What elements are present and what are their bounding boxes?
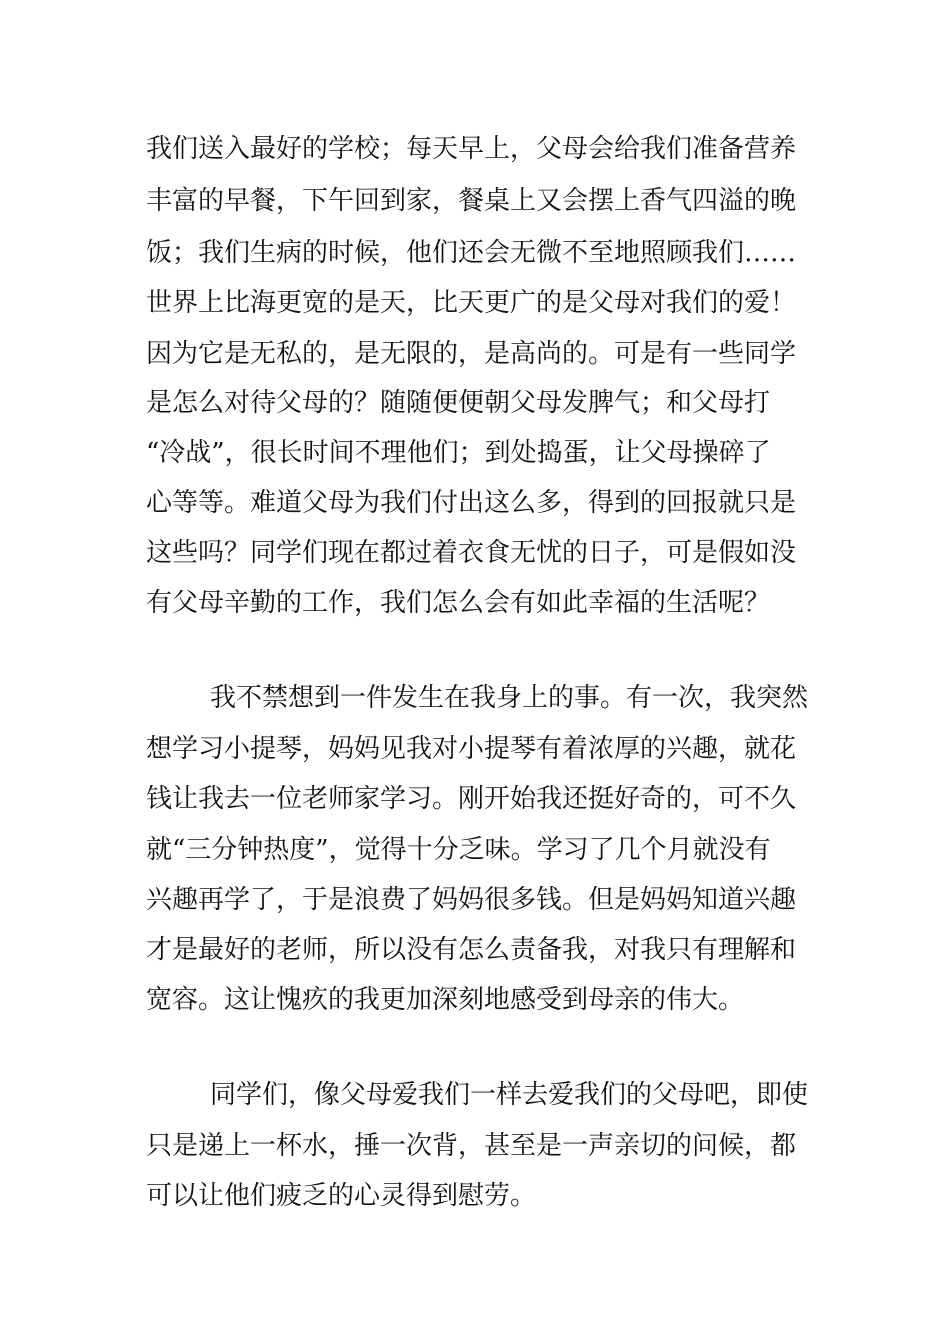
paragraph-2-line-7: 宽容。这让愧疚的我更加深刻地感受到母亲的伟大。 (146, 985, 745, 1015)
paragraph-2-line-1: 我不禁想到一件发生在我身上的事。有一次，我突然 (210, 683, 809, 713)
paragraph-1-line-10: 有父母辛勤的工作，我们怎么会有如此幸福的生活呢？ (146, 588, 771, 618)
paragraph-1-line-7: “冷战”，很长时间不理他们；到处捣蛋，让父母操碎了 (146, 438, 771, 468)
paragraph-1-line-9: 这些吗？同学们现在都过着衣食无忧的日子，可是假如没 (146, 538, 797, 568)
paragraph-2-line-2: 想学习小提琴，妈妈见我对小提琴有着浓厚的兴趣，就花 (146, 734, 797, 764)
paragraph-1-line-5: 因为它是无私的，是无限的，是高尚的。可是有一些同学 (146, 339, 797, 369)
paragraph-2-line-3: 钱让我去一位老师家学习。刚开始我还挺好奇的，可不久 (146, 784, 797, 814)
paragraph-1-line-6: 是怎么对待父母的？随随便便朝父母发脾气；和父母打 (146, 388, 771, 418)
paragraph-1-line-8: 心等等。难道父母为我们付出这么多，得到的回报就只是 (146, 488, 797, 518)
paragraph-3-line-2: 只是递上一杯水，捶一次背，甚至是一声亲切的问候，都 (146, 1131, 797, 1161)
paragraph-2-line-5: 兴趣再学了，于是浪费了妈妈很多钱。但是妈妈知道兴趣 (146, 885, 797, 915)
paragraph-1-line-2: 丰富的早餐，下午回到家，餐桌上又会摆上香气四溢的晚 (146, 186, 797, 216)
paragraph-3-line-3: 可以让他们疲乏的心灵得到慰劳。 (146, 1181, 537, 1211)
paragraph-1-line-3: 饭；我们生病的时候，他们还会无微不至地照顾我们…… (146, 238, 797, 268)
paragraph-1-line-1: 我们送入最好的学校；每天早上，父母会给我们准备营养 (146, 134, 797, 164)
paragraph-3-line-1: 同学们，像父母爱我们一样去爱我们的父母吧，即使 (210, 1080, 809, 1110)
paragraph-2-line-4: 就“三分钟热度”，觉得十分乏味。学习了几个月就没有 (146, 835, 771, 865)
paragraph-2-line-6: 才是最好的老师，所以没有怎么责备我，对我只有理解和 (146, 935, 797, 965)
paragraph-1-line-4: 世界上比海更宽的是天，比天更广的是父母对我们的爱！ (146, 288, 797, 318)
